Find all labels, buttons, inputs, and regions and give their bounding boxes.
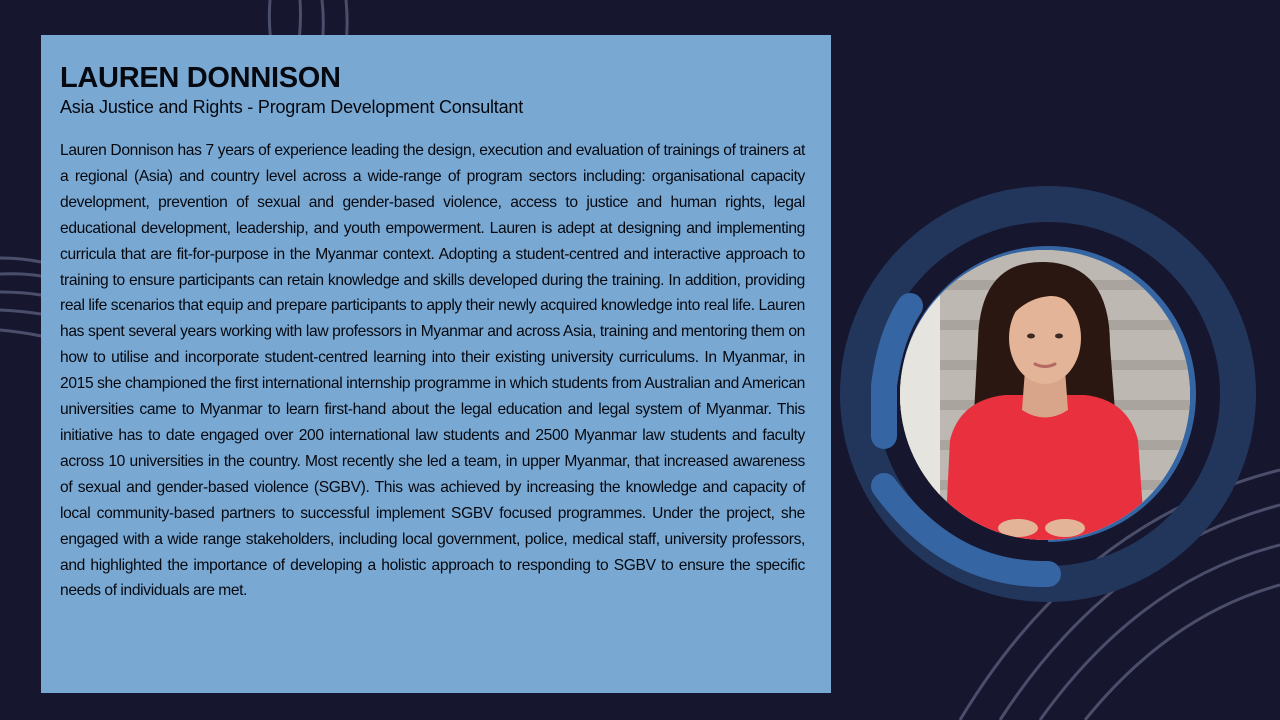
portrait-photo — [900, 250, 1190, 540]
bio-card — [41, 35, 831, 693]
portrait-illustration — [900, 250, 1190, 540]
person-bio: Lauren Donnison has 7 years of experience leading the design, execution and evaluation of trainings of trainers at a regional (Asia) and country level across a wide-range of program sectors including: organisational capacity development, prevention of sexual and gender-based violence, access to justice and human rights, legal educational development, leadership, and youth empowerment. Lauren is adept at designing and implementing curricula that are fit-for-purpose in the Myanmar context. Adopting a student-centred and interactive approach to training to ensure participants can retain knowledge and skills developed during the training. In addition, providing real life scenarios that equip and prepare participants to apply their newly acquired knowledge into real life. Lauren has spent several years working with law professors in Myanmar and across Asia, training and mentoring them on how to utilise and incorporate student-centred learning into their existing university curriculums. In Myanmar, in 2015 she championed the first international internship programme in which students from Australian and American universities came to Myanmar to learn first-hand about the legal education and legal system of Myanmar. This initiative has to date engaged over 200 international law students and 2500 Myanmar law students and faculty across 10 universities in the country. Most recently she led a team, in upper Myanmar, that increased awareness of sexual and gender-based violence (SGBV). This was achieved by increasing the knowledge and capacity of local community-based partners to successful implement SGBV focused programmes. Under the project, she engaged with a wide range stakeholders, including local government, police, medical staff, university professors, and highlighted the importance of developing a holistic approach to responding to SGBV to ensure the specific needs of individuals are met. — [60, 142, 805, 600]
person-name: LAUREN DONNISON — [60, 62, 341, 94]
person-role: Asia Justice and Rights - Program Development Consultant — [60, 97, 524, 117]
